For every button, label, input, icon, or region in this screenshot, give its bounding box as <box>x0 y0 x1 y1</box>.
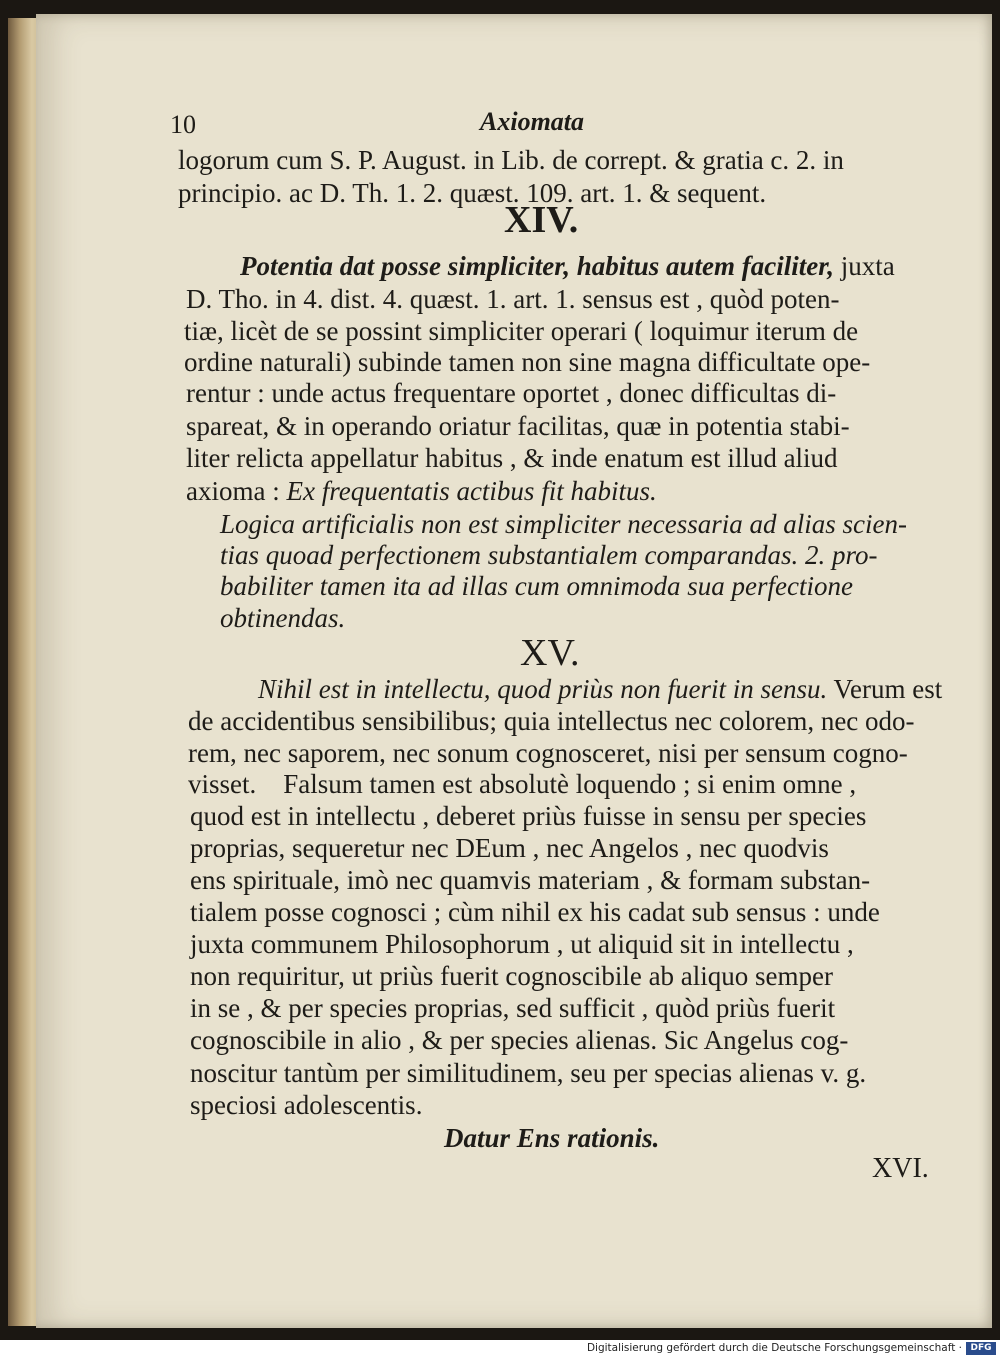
axiom-xv-first-line <box>258 673 942 706</box>
running-head: Axiomata <box>480 107 585 136</box>
body-line: non requiritur, ut priùs fuerit cognoscibile ab aliquo semper <box>190 961 834 991</box>
section-numeral-xiv: XIV. <box>504 199 579 241</box>
body-line-final <box>186 475 657 508</box>
footer-bar <box>0 1340 1000 1359</box>
dfg-logo: DFG <box>966 1342 996 1355</box>
body-line: ens spirituale, imò nec quamvis materiam , & formam substan- <box>190 865 871 895</box>
body-line: de accidentibus sensibilibus; quia intellectus nec colorem, nec odo- <box>188 706 915 736</box>
continuation-line: logorum cum S. P. August. in Lib. de corrept. & gratia c. 2. in <box>178 145 844 175</box>
body-line: tiæ, licèt de se possint simpliciter operari ( loquimur iterum de <box>184 316 859 346</box>
body-line: quod est in intellectu , deberet priùs fuisse in sensu per species <box>190 801 867 831</box>
axiom-xiv-rest: juxta <box>834 251 895 281</box>
body-line: in se , & per species proprias, sed sufficit , quòd priùs fuerit <box>190 993 836 1023</box>
section-numeral-xv: XV. <box>520 632 580 674</box>
body-line: rem, nec saporem, nec sonum cognosceret, nisi per sensum cogno- <box>188 738 908 768</box>
axiom-xv-rest: Verum est <box>827 674 943 704</box>
body-line: D. Tho. in 4. dist. 4. quæst. 1. art. 1. sensus est , quòd poten- <box>186 284 840 314</box>
thesis-line: Logica artificialis non est simpliciter necessaria ad alias scien- <box>220 509 907 539</box>
axiom-xiv-first-line <box>240 250 895 283</box>
body-line: cognoscibile in alio , & per species alienas. Sic Angelus cog- <box>190 1025 849 1055</box>
thesis-line: babiliter tamen ita ad illas cum omnimoda sua perfectione <box>220 571 853 601</box>
body-line: noscitur tantùm per similitudinem, seu per specias alienas v. g. <box>190 1058 867 1088</box>
body-line: juxta communem Philosophorum , ut aliquid sit in intellectu , <box>190 929 854 959</box>
body-line: visset. Falsum tamen est absolutè loquendo ; si enim omne , <box>188 769 857 799</box>
axiom-xiv-text: Potentia dat posse simpliciter, habitus autem faciliter, <box>240 251 835 281</box>
thesis-line: obtinendas. <box>220 603 346 633</box>
body-line: speciosi adolescentis. <box>190 1090 423 1120</box>
body-line: tialem posse cognosci ; cùm nihil ex his cadat sub sensus : unde <box>190 897 880 927</box>
body-line: proprias, sequeretur nec DEum , nec Angelos , nec quodvis <box>190 833 829 863</box>
body-line: liter relicta appellatur habitus , & inde enatum est illud aliud <box>186 443 838 473</box>
catchword: XVI. <box>872 1153 929 1184</box>
continuation-line: principio. ac D. Th. 1. 2. quæst. 109. art. 1. & sequent. <box>178 178 767 208</box>
thesis-line: tias quoad perfectionem substantialem comparandas. 2. pro- <box>220 540 878 570</box>
body-line: ordine naturali) subinde tamen non sine magna difficultate ope- <box>184 347 871 377</box>
body-line: rentur : unde actus frequentare oportet , donec difficultas di- <box>186 378 837 408</box>
footer-credit: Digitalisierung gefördert durch die Deutsche Forschungsgemeinschaft · <box>586 1342 962 1354</box>
axioma-quote: Ex frequentatis actibus fit habitus. <box>286 476 657 506</box>
axioma-prefix: axioma : <box>186 476 287 506</box>
page-number: 10 <box>170 110 196 139</box>
body-line: spareat, & in operando oriatur facilitas, quæ in potentia stabi- <box>186 411 850 441</box>
axiom-xv-text: Nihil est in intellectu, quod priùs non fuerit in sensu. <box>258 674 828 704</box>
thesis-xv: Datur Ens rationis. <box>444 1123 660 1153</box>
